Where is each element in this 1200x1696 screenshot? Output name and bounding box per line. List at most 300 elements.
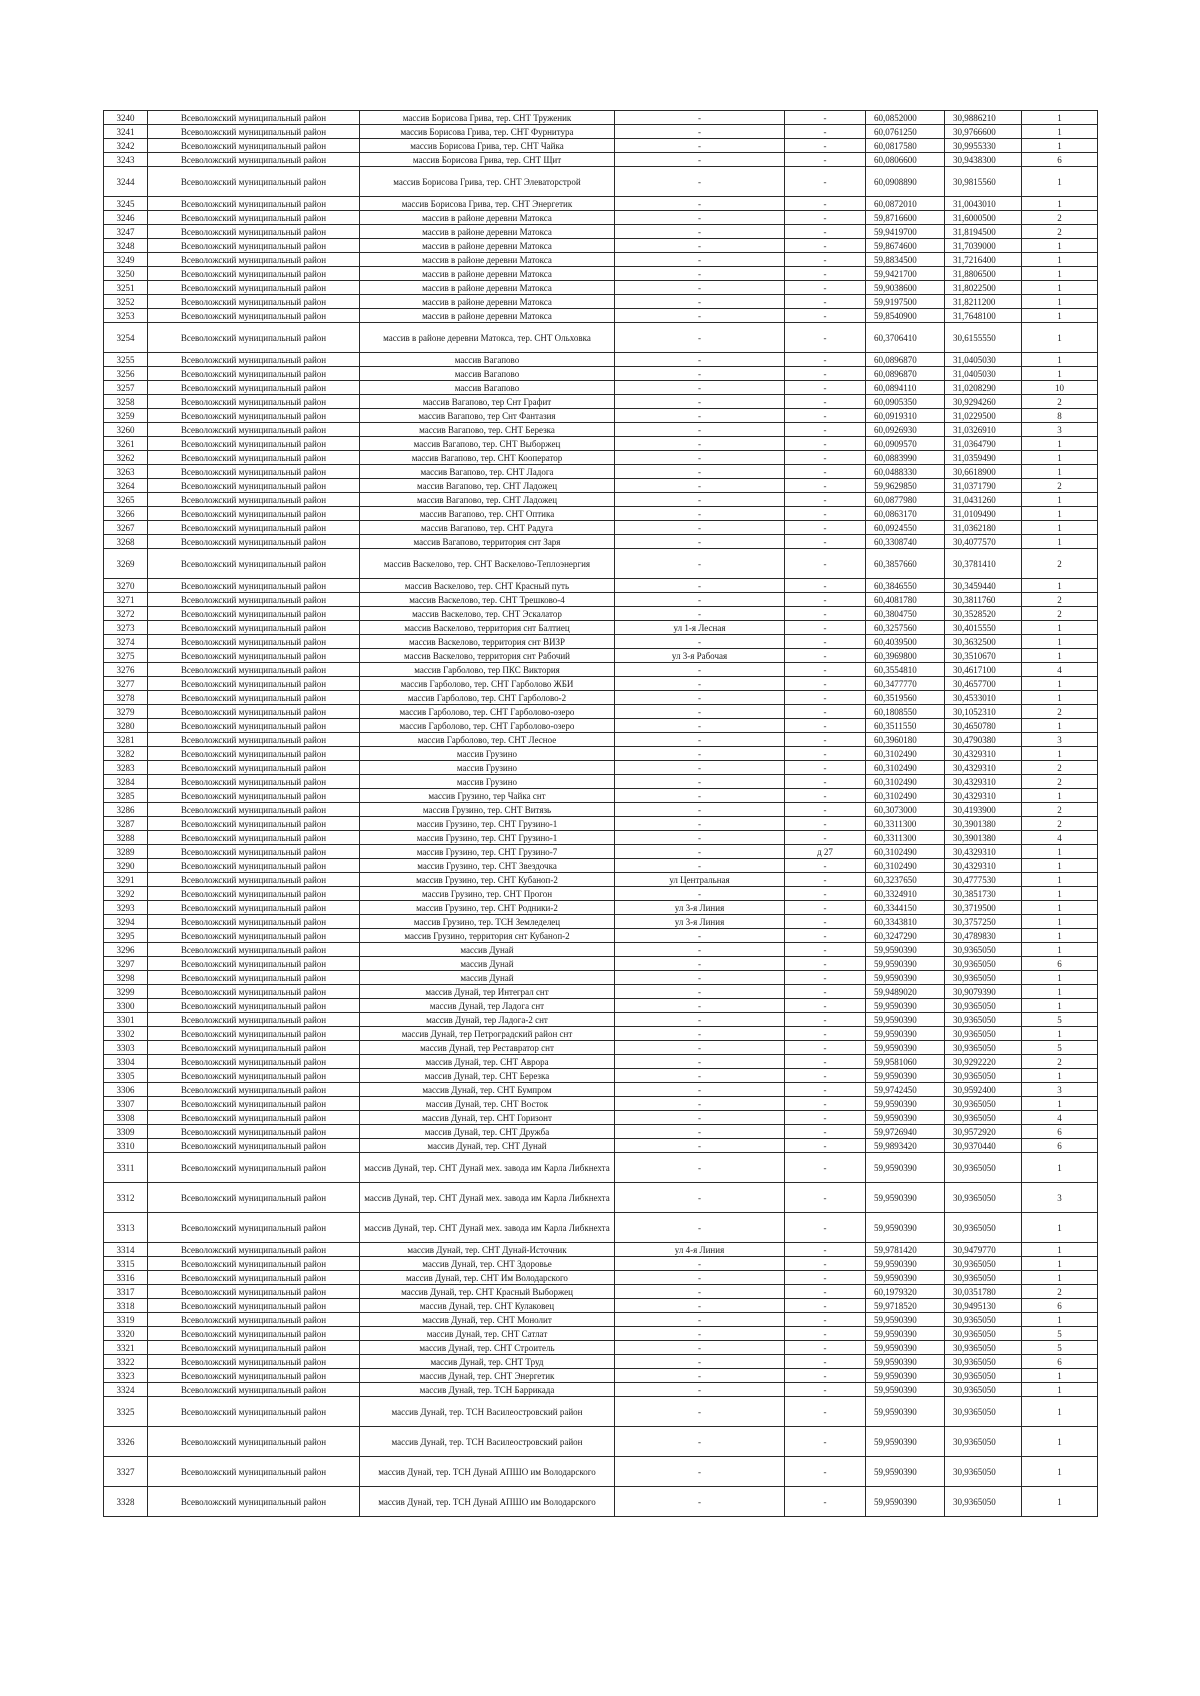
house-cell: - (785, 971, 866, 985)
house-cell: - (785, 677, 866, 691)
district-cell: Всеволожский муниципальный район (148, 985, 360, 999)
count-cell: 1 (1022, 887, 1098, 901)
district-cell: Всеволожский муниципальный район (148, 803, 360, 817)
count-cell: 1 (1022, 621, 1098, 635)
street-cell: - (615, 999, 785, 1013)
place-cell: массив Дунай, тер. СНТ Дунай мех. завода им Карла Либкнехта (360, 1213, 615, 1243)
house-cell: - (785, 1069, 866, 1083)
longitude-cell: 30,9365050 (945, 1313, 1022, 1327)
place-cell: массив Гарболово, тер ПКС Виктория (360, 663, 615, 677)
district-cell: Всеволожский муниципальный район (148, 153, 360, 167)
count-cell: 2 (1022, 817, 1098, 831)
row-number-cell: 3247 (104, 225, 148, 239)
house-cell: - (785, 437, 866, 451)
place-cell: массив Дунай (360, 971, 615, 985)
district-cell: Всеволожский муниципальный район (148, 719, 360, 733)
count-cell: 1 (1022, 929, 1098, 943)
house-cell: - (785, 1341, 866, 1355)
table-row (104, 1355, 1098, 1369)
district-cell: Всеволожский муниципальный район (148, 1139, 360, 1153)
latitude-cell: 59,9742450 (866, 1083, 945, 1097)
house-cell: - (785, 253, 866, 267)
table-row (104, 1153, 1098, 1183)
street-cell: ул 4-я Линия (615, 1243, 785, 1257)
house-cell: - (785, 267, 866, 281)
table-row (104, 1213, 1098, 1243)
table-row (104, 409, 1098, 423)
table-row (104, 845, 1098, 859)
latitude-cell: 60,4039500 (866, 635, 945, 649)
row-number-cell: 3291 (104, 873, 148, 887)
table-row (104, 167, 1098, 197)
district-cell: Всеволожский муниципальный район (148, 111, 360, 125)
place-cell: массив Дунай, тер. СНТ Дунай мех. завода им Карла Либкнехта (360, 1153, 615, 1183)
row-number-cell: 3265 (104, 493, 148, 507)
street-cell: - (615, 579, 785, 593)
count-cell: 1 (1022, 859, 1098, 873)
row-number-cell: 3280 (104, 719, 148, 733)
longitude-cell: 30,9495130 (945, 1299, 1022, 1313)
street-cell: - (615, 381, 785, 395)
longitude-cell: 30,9365050 (945, 1457, 1022, 1487)
place-cell: массив Дунай, тер. СНТ Березка (360, 1069, 615, 1083)
latitude-cell: 59,9590390 (866, 1383, 945, 1397)
latitude-cell: 60,0909570 (866, 437, 945, 451)
house-cell: - (785, 1383, 866, 1397)
count-cell: 8 (1022, 409, 1098, 423)
place-cell: массив Дунай, тер. СНТ Им Володарского (360, 1271, 615, 1285)
house-cell: - (785, 1257, 866, 1271)
place-cell: массив в районе деревни Матокса (360, 309, 615, 323)
count-cell: 1 (1022, 719, 1098, 733)
house-cell: - (785, 493, 866, 507)
longitude-cell: 30,3757250 (945, 915, 1022, 929)
house-cell: - (785, 831, 866, 845)
district-cell: Всеволожский муниципальный район (148, 535, 360, 549)
street-cell: - (615, 167, 785, 197)
street-cell: - (615, 1341, 785, 1355)
latitude-cell: 59,9629850 (866, 479, 945, 493)
latitude-cell: 59,9197500 (866, 295, 945, 309)
place-cell: массив Дунай, тер. СНТ Горизонт (360, 1111, 615, 1125)
house-cell: - (785, 521, 866, 535)
street-cell: - (615, 887, 785, 901)
count-cell: 2 (1022, 705, 1098, 719)
count-cell: 1 (1022, 535, 1098, 549)
longitude-cell: 30,3781410 (945, 549, 1022, 579)
row-number-cell: 3255 (104, 353, 148, 367)
street-cell: - (615, 831, 785, 845)
row-number-cell: 3318 (104, 1299, 148, 1313)
latitude-cell: 60,3102490 (866, 747, 945, 761)
table-row (104, 1299, 1098, 1313)
count-cell: 2 (1022, 549, 1098, 579)
table-row (104, 943, 1098, 957)
latitude-cell: 59,9590390 (866, 1213, 945, 1243)
latitude-cell: 60,1979320 (866, 1285, 945, 1299)
district-cell: Всеволожский муниципальный район (148, 1369, 360, 1383)
latitude-cell: 60,3324910 (866, 887, 945, 901)
row-number-cell: 3249 (104, 253, 148, 267)
row-number-cell: 3320 (104, 1327, 148, 1341)
longitude-cell: 30,3510670 (945, 649, 1022, 663)
district-cell: Всеволожский муниципальный район (148, 1427, 360, 1457)
place-cell: массив Васкелово, тер. СНТ Красный путь (360, 579, 615, 593)
street-cell: - (615, 747, 785, 761)
district-cell: Всеволожский муниципальный район (148, 691, 360, 705)
table-row (104, 873, 1098, 887)
latitude-cell: 59,9590390 (866, 1013, 945, 1027)
longitude-cell: 30,4329310 (945, 775, 1022, 789)
house-cell: - (785, 999, 866, 1013)
count-cell: 6 (1022, 1299, 1098, 1313)
house-cell: - (785, 239, 866, 253)
table-row (104, 663, 1098, 677)
place-cell: массив Грузино (360, 747, 615, 761)
longitude-cell: 30,9365050 (945, 957, 1022, 971)
latitude-cell: 60,0924550 (866, 521, 945, 535)
count-cell: 1 (1022, 1097, 1098, 1111)
row-number-cell: 3279 (104, 705, 148, 719)
place-cell: массив Дунай, тер. ТСН Баррикада (360, 1383, 615, 1397)
longitude-cell: 30,9365050 (945, 1153, 1022, 1183)
street-cell: - (615, 409, 785, 423)
table-row (104, 831, 1098, 845)
street-cell: - (615, 479, 785, 493)
count-cell: 1 (1022, 635, 1098, 649)
longitude-cell: 30,9365050 (945, 1271, 1022, 1285)
latitude-cell: 59,8716600 (866, 211, 945, 225)
place-cell: массив в районе деревни Матокса (360, 239, 615, 253)
longitude-cell: 30,0351780 (945, 1285, 1022, 1299)
row-number-cell: 3297 (104, 957, 148, 971)
count-cell: 1 (1022, 1271, 1098, 1285)
place-cell: массив Вагапово, тер Снт Графит (360, 395, 615, 409)
house-cell: - (785, 1369, 866, 1383)
latitude-cell: 60,0908890 (866, 167, 945, 197)
latitude-cell: 59,9590390 (866, 1397, 945, 1427)
latitude-cell: 60,0817580 (866, 139, 945, 153)
longitude-cell: 30,9365050 (945, 1097, 1022, 1111)
house-cell: - (785, 691, 866, 705)
table-row (104, 1383, 1098, 1397)
house-cell: - (785, 1055, 866, 1069)
table-row (104, 423, 1098, 437)
row-number-cell: 3261 (104, 437, 148, 451)
row-number-cell: 3240 (104, 111, 148, 125)
place-cell: массив Васкелово, тер. СНТ Эскалатор (360, 607, 615, 621)
count-cell: 2 (1022, 803, 1098, 817)
house-cell: - (785, 381, 866, 395)
latitude-cell: 59,9590390 (866, 999, 945, 1013)
street-cell: - (615, 1327, 785, 1341)
place-cell: массив Вагапово, тер. СНТ Ладожец (360, 479, 615, 493)
district-cell: Всеволожский муниципальный район (148, 1383, 360, 1397)
count-cell: 1 (1022, 579, 1098, 593)
row-number-cell: 3310 (104, 1139, 148, 1153)
longitude-cell: 30,9365050 (945, 1213, 1022, 1243)
district-cell: Всеволожский муниципальный район (148, 929, 360, 943)
house-cell: - (785, 211, 866, 225)
table-row (104, 1427, 1098, 1457)
house-cell: д 27 (785, 845, 866, 859)
row-number-cell: 3298 (104, 971, 148, 985)
district-cell: Всеволожский муниципальный район (148, 1013, 360, 1027)
table-row (104, 1125, 1098, 1139)
place-cell: массив Дунай, тер Петроградский район снт (360, 1027, 615, 1041)
district-cell: Всеволожский муниципальный район (148, 971, 360, 985)
street-cell: - (615, 1397, 785, 1427)
longitude-cell: 31,7039000 (945, 239, 1022, 253)
district-cell: Всеволожский муниципальный район (148, 747, 360, 761)
row-number-cell: 3263 (104, 465, 148, 479)
row-number-cell: 3282 (104, 747, 148, 761)
district-cell: Всеволожский муниципальный район (148, 887, 360, 901)
row-number-cell: 3327 (104, 1457, 148, 1487)
longitude-cell: 30,3459440 (945, 579, 1022, 593)
street-cell: ул 3-я Рабочая (615, 649, 785, 663)
longitude-cell: 30,3901380 (945, 831, 1022, 845)
latitude-cell: 59,9419700 (866, 225, 945, 239)
latitude-cell: 60,3237650 (866, 873, 945, 887)
row-number-cell: 3273 (104, 621, 148, 635)
longitude-cell: 31,0359490 (945, 451, 1022, 465)
district-cell: Всеволожский муниципальный район (148, 1027, 360, 1041)
latitude-cell: 60,3308740 (866, 535, 945, 549)
table-row (104, 929, 1098, 943)
longitude-cell: 30,4533010 (945, 691, 1022, 705)
table-row (104, 367, 1098, 381)
place-cell: массив Дунай, тер. ТСН Василеостровский район (360, 1427, 615, 1457)
table-row (104, 803, 1098, 817)
latitude-cell: 59,9590390 (866, 1041, 945, 1055)
row-number-cell: 3267 (104, 521, 148, 535)
district-cell: Всеволожский муниципальный район (148, 1097, 360, 1111)
row-number-cell: 3290 (104, 859, 148, 873)
table-row (104, 253, 1098, 267)
count-cell: 1 (1022, 267, 1098, 281)
district-cell: Всеволожский муниципальный район (148, 493, 360, 507)
latitude-cell: 60,1808550 (866, 705, 945, 719)
longitude-cell: 30,9365050 (945, 1069, 1022, 1083)
place-cell: массив Дунай, тер. СНТ Дунай-Источник (360, 1243, 615, 1257)
house-cell: - (785, 367, 866, 381)
table-row (104, 281, 1098, 295)
latitude-cell: 59,9726940 (866, 1125, 945, 1139)
district-cell: Всеволожский муниципальный район (148, 817, 360, 831)
place-cell: массив Грузино, тер. ТСН Земледелец (360, 915, 615, 929)
place-cell: массив Борисова Грива, тер. СНТ Элеваторстрой (360, 167, 615, 197)
latitude-cell: 60,0872010 (866, 197, 945, 211)
street-cell: - (615, 507, 785, 521)
longitude-cell: 30,9572920 (945, 1125, 1022, 1139)
place-cell: массив Дунай, тер Ладога-2 снт (360, 1013, 615, 1027)
table-row (104, 353, 1098, 367)
street-cell: - (615, 691, 785, 705)
row-number-cell: 3274 (104, 635, 148, 649)
house-cell: - (785, 167, 866, 197)
street-cell: - (615, 971, 785, 985)
place-cell: массив Грузино, тер. СНТ Прогон (360, 887, 615, 901)
place-cell: массив Дунай, тер. ТСН Дунай АПШО им Володарского (360, 1487, 615, 1517)
district-cell: Всеволожский муниципальный район (148, 437, 360, 451)
longitude-cell: 30,4329310 (945, 747, 1022, 761)
district-cell: Всеволожский муниципальный район (148, 381, 360, 395)
district-cell: Всеволожский муниципальный район (148, 395, 360, 409)
street-cell: - (615, 1055, 785, 1069)
district-cell: Всеволожский муниципальный район (148, 593, 360, 607)
row-number-cell: 3262 (104, 451, 148, 465)
latitude-cell: 59,9590390 (866, 1097, 945, 1111)
place-cell: массив Дунай (360, 943, 615, 957)
table-row (104, 887, 1098, 901)
longitude-cell: 30,9365050 (945, 943, 1022, 957)
house-cell: - (785, 803, 866, 817)
table-row (104, 775, 1098, 789)
house-cell: - (785, 281, 866, 295)
latitude-cell: 60,3247290 (866, 929, 945, 943)
count-cell: 4 (1022, 831, 1098, 845)
street-cell: - (615, 1355, 785, 1369)
street-cell: - (615, 719, 785, 733)
count-cell: 1 (1022, 1457, 1098, 1487)
count-cell: 2 (1022, 1285, 1098, 1299)
count-cell: 3 (1022, 733, 1098, 747)
house-cell: - (785, 139, 866, 153)
district-cell: Всеволожский муниципальный район (148, 239, 360, 253)
latitude-cell: 60,0919310 (866, 409, 945, 423)
longitude-cell: 31,0208290 (945, 381, 1022, 395)
house-cell: - (785, 1243, 866, 1257)
house-cell: - (785, 663, 866, 677)
count-cell: 1 (1022, 1427, 1098, 1457)
count-cell: 1 (1022, 1487, 1098, 1517)
district-cell: Всеволожский муниципальный район (148, 139, 360, 153)
row-number-cell: 3322 (104, 1355, 148, 1369)
street-cell: - (615, 635, 785, 649)
longitude-cell: 30,4617100 (945, 663, 1022, 677)
place-cell: массив Дунай, тер. СНТ Здоровье (360, 1257, 615, 1271)
longitude-cell: 30,9365050 (945, 971, 1022, 985)
count-cell: 3 (1022, 1083, 1098, 1097)
row-number-cell: 3286 (104, 803, 148, 817)
longitude-cell: 31,0229500 (945, 409, 1022, 423)
house-cell: - (785, 929, 866, 943)
latitude-cell: 60,0488330 (866, 465, 945, 479)
count-cell: 4 (1022, 1111, 1098, 1125)
place-cell: массив Вагапово, тер Снт Фантазия (360, 409, 615, 423)
row-number-cell: 3254 (104, 323, 148, 353)
latitude-cell: 59,9590390 (866, 1313, 945, 1327)
latitude-cell: 60,3477770 (866, 677, 945, 691)
longitude-cell: 30,9079390 (945, 985, 1022, 999)
table-row (104, 1139, 1098, 1153)
longitude-cell: 30,9292220 (945, 1055, 1022, 1069)
count-cell: 1 (1022, 873, 1098, 887)
place-cell: массив Вагапово, тер. СНТ Кооператор (360, 451, 615, 465)
place-cell: массив в районе деревни Матокса (360, 295, 615, 309)
district-cell: Всеволожский муниципальный район (148, 367, 360, 381)
longitude-cell: 30,9365050 (945, 1183, 1022, 1213)
row-number-cell: 3264 (104, 479, 148, 493)
row-number-cell: 3288 (104, 831, 148, 845)
count-cell: 1 (1022, 139, 1098, 153)
row-number-cell: 3325 (104, 1397, 148, 1427)
count-cell: 2 (1022, 607, 1098, 621)
street-cell: - (615, 549, 785, 579)
house-cell: - (785, 705, 866, 719)
table-row (104, 747, 1098, 761)
house-cell: - (785, 1083, 866, 1097)
house-cell: - (785, 873, 866, 887)
table-row (104, 859, 1098, 873)
place-cell: массив Васкелово, территория снт ВИЗР (360, 635, 615, 649)
place-cell: массив Вагапово (360, 353, 615, 367)
table-row (104, 999, 1098, 1013)
longitude-cell: 30,9365050 (945, 1327, 1022, 1341)
row-number-cell: 3289 (104, 845, 148, 859)
longitude-cell: 31,8806500 (945, 267, 1022, 281)
place-cell: массив Вагапово (360, 381, 615, 395)
house-cell: - (785, 465, 866, 479)
street-cell: - (615, 677, 785, 691)
place-cell: массив Борисова Грива, тер. СНТ Фурнитура (360, 125, 615, 139)
row-number-cell: 3328 (104, 1487, 148, 1517)
count-cell: 5 (1022, 1341, 1098, 1355)
count-cell: 1 (1022, 451, 1098, 465)
district-cell: Всеволожский муниципальный район (148, 1125, 360, 1139)
house-cell: - (785, 1183, 866, 1213)
place-cell: массив Гарболово, тер. СНТ Гарболово ЖБИ (360, 677, 615, 691)
table-row (104, 1055, 1098, 1069)
place-cell: массив Дунай (360, 957, 615, 971)
place-cell: массив Дунай, тер Ладога снт (360, 999, 615, 1013)
district-cell: Всеволожский муниципальный район (148, 621, 360, 635)
row-number-cell: 3283 (104, 761, 148, 775)
table-row (104, 607, 1098, 621)
latitude-cell: 60,0806600 (866, 153, 945, 167)
house-cell: - (785, 225, 866, 239)
street-cell: - (615, 253, 785, 267)
place-cell: массив Борисова Грива, тер. СНТ Труженик (360, 111, 615, 125)
house-cell: - (785, 1299, 866, 1313)
district-cell: Всеволожский муниципальный район (148, 507, 360, 521)
district-cell: Всеволожский муниципальный район (148, 167, 360, 197)
district-cell: Всеволожский муниципальный район (148, 1257, 360, 1271)
table-row (104, 761, 1098, 775)
district-cell: Всеволожский муниципальный район (148, 521, 360, 535)
street-cell: - (615, 845, 785, 859)
district-cell: Всеволожский муниципальный район (148, 323, 360, 353)
district-cell: Всеволожский муниципальный район (148, 409, 360, 423)
district-cell: Всеволожский муниципальный район (148, 479, 360, 493)
row-number-cell: 3257 (104, 381, 148, 395)
district-cell: Всеволожский муниципальный район (148, 789, 360, 803)
latitude-cell: 59,9590390 (866, 1327, 945, 1341)
district-cell: Всеволожский муниципальный район (148, 1313, 360, 1327)
place-cell: массив Дунай, тер. ТСН Василеостровский район (360, 1397, 615, 1427)
latitude-cell: 59,9781420 (866, 1243, 945, 1257)
table-row (104, 1397, 1098, 1427)
street-cell: - (615, 153, 785, 167)
longitude-cell: 30,3811760 (945, 593, 1022, 607)
longitude-cell: 30,3719500 (945, 901, 1022, 915)
house-cell: - (785, 579, 866, 593)
row-number-cell: 3326 (104, 1427, 148, 1457)
district-cell: Всеволожский муниципальный район (148, 1111, 360, 1125)
count-cell: 1 (1022, 1397, 1098, 1427)
latitude-cell: 60,3706410 (866, 323, 945, 353)
